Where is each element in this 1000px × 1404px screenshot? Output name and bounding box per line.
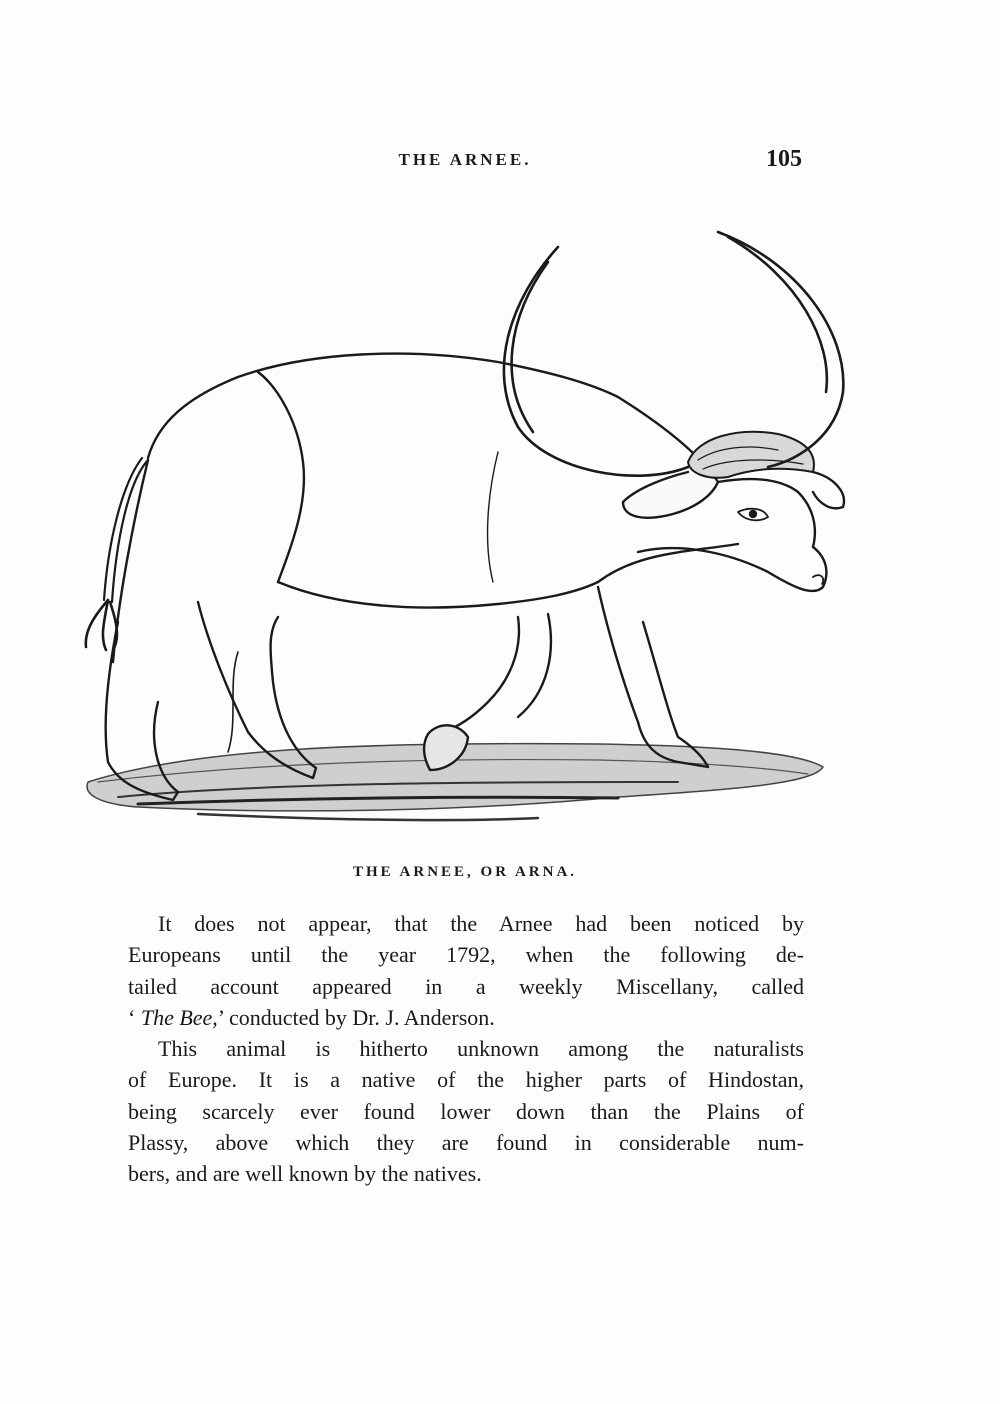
running-head bbox=[128, 146, 802, 176]
text-line: ‘ The Bee,’ conducted by Dr. J. Anderson. bbox=[128, 1004, 495, 1030]
paragraph bbox=[128, 1033, 804, 1189]
paragraph bbox=[128, 908, 804, 1033]
body-text bbox=[128, 908, 804, 1190]
text-line: Plassy, above which they are found in considerable num- bbox=[128, 1130, 804, 1156]
head bbox=[618, 397, 844, 591]
text-line: Europeans until the year 1792, when the following de- bbox=[128, 942, 804, 968]
arnee-illustration bbox=[78, 222, 848, 834]
text-line: This animal is hitherto unknown among the naturalists bbox=[158, 1036, 804, 1062]
text-line: being scarcely ever found lower down than the Plains of bbox=[128, 1098, 804, 1124]
text-line: It does not appear, that the Arnee had been noticed by bbox=[158, 911, 804, 936]
text-line: tailed account appeared in a weekly Miscellany, called bbox=[128, 973, 804, 999]
running-title: THE ARNEE. bbox=[398, 150, 532, 169]
figure-caption: THE ARNEE, OR ARNA. bbox=[352, 864, 578, 880]
page-number: 105 bbox=[766, 146, 802, 172]
publication-title: The Bee, bbox=[140, 1004, 218, 1030]
text-line: bers, and are well known by the natives. bbox=[128, 1161, 482, 1187]
text-line: of Europe. It is a native of the higher parts of Hindostan, bbox=[128, 1067, 804, 1093]
